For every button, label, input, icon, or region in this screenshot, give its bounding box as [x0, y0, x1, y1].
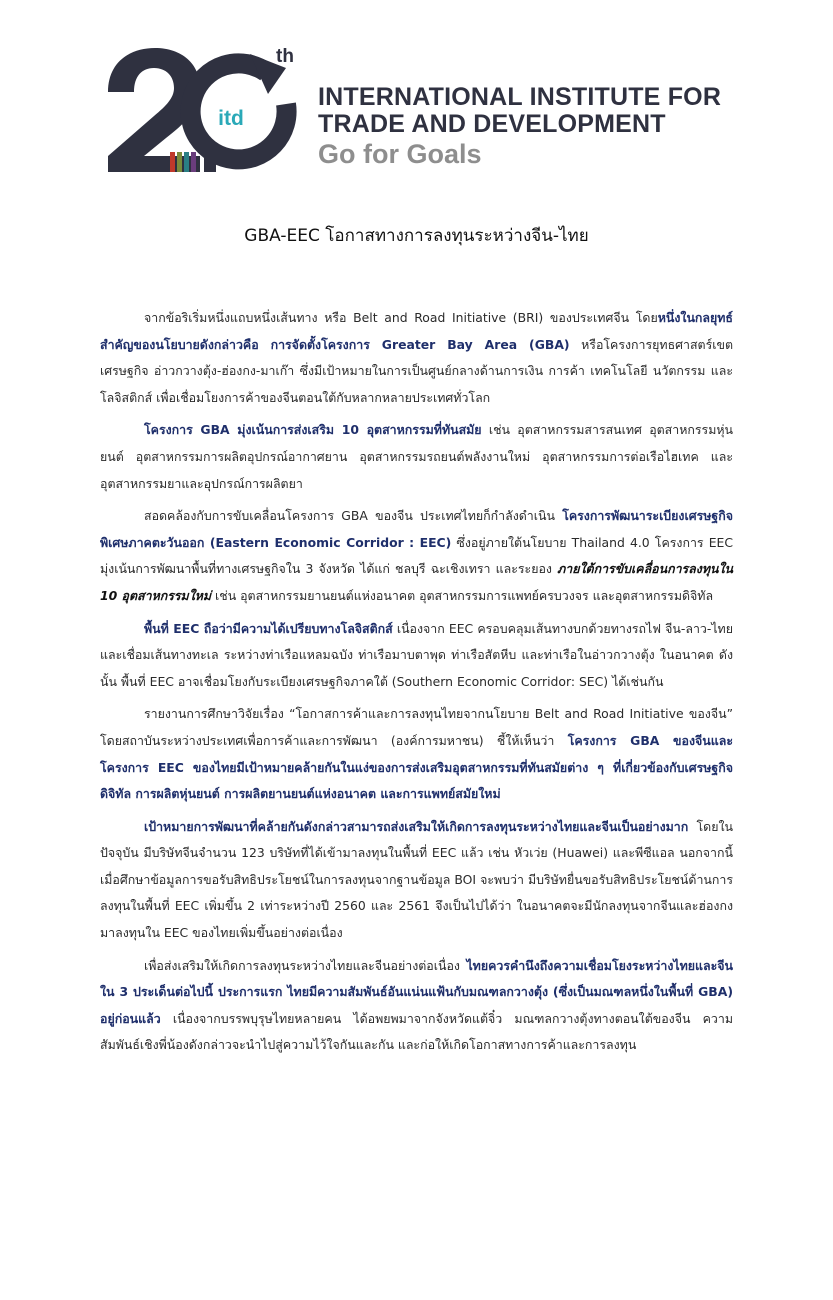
paragraph-text: เช่น อุตสาหกรรมยานยนต์แห่งอนาคต อุตสาหกรรมการแพทย์ครบวงจร และอุตสาหกรรมดิจิทัล [211, 587, 714, 603]
tagline: Go for Goals [318, 139, 482, 169]
logo-bar-olive [177, 152, 182, 172]
bold-text: เป้าหมายการพัฒนาที่คล้ายกันดังกล่าวสามารถส่งเสริมให้เกิดการลงทุนระหว่างไทยและจีนเป็นอย่างมาก [144, 818, 689, 834]
paragraph-text: เนื่องจากบรรพบุรุษไทยหลายคน ได้อพยพมาจากจังหวัดแต้จิ๋ว มณฑลกวางตุ้งทางตอนใต้ของจีน ความสัมพันธ์เชิงพี่น้องดังกล่าวจะนำไปสู่ความไว้ใจกันและกัน และก่อให้เกิดโอกาสทางการค้าและการลงทุน [100, 1010, 733, 1053]
emphasis-text: ภายใต้การขับเคลื่อนการลงทุนใน 10 อุตสาหกรรมใหม่ [100, 561, 733, 603]
paragraph-text: รายงานการศึกษาวิจัยเรื่อง “โอกาสการค้าและการลงทุนไทยจากนโยบาย Belt and Road Initiative ของจีน” โดยสถาบันระหว่างประเทศเพื่อการค้าและการพัฒนา (องค์การมหาชน) ชี้ให้เห็นว่า [100, 706, 733, 748]
body-paragraph [100, 417, 733, 497]
logo-itd-text: itd [218, 107, 244, 130]
document-body [100, 305, 733, 1065]
paragraph-text: จากข้อริเริ่มหนึ่งแถบหนึ่งเส้นทาง หรือ Belt and Road Initiative (BRI) ของประเทศจีน โดย [144, 310, 658, 325]
bold-text: โครงการพัฒนาระเบียงเศรษฐกิจพิเศษภาคตะวันออก (Eastern Economic Corridor : EEC) [100, 508, 733, 550]
document-title: GBA-EEC โอกาสทางการลงทุนระหว่างจีน-ไทย [244, 226, 589, 246]
org-name-line-1: INTERNATIONAL INSTITUTE FOR [318, 83, 722, 111]
body-paragraph [100, 814, 733, 947]
bold-text: พื้นที่ EEC ถือว่ามีความได้เปรียบทางโลจิสติกส์ [144, 620, 393, 636]
bold-text: โครงการ GBA ของจีนและโครงการ EEC ของไทยมีเป้าหมายคล้ายกันในแง่ของการส่งเสริมอุตสาหกรรมที่ทันสมัยต่าง ๆ ที่เกี่ยวข้องกับเศรษฐกิจดิจิทัล การผลิตหุ่นยนต์ การผลิตยานยนต์แห่งอนาคต และการแพทย์สมัยใหม่ [100, 732, 733, 802]
paragraph-text: ซึ่งอยู่ภายใต้นโยบาย Thailand 4.0 โครงการ EEC มุ่งเน้นการพัฒนาพื้นที่ทางเศรษฐกิจใน 3 จังหวัด ได้แก่ ชลบุรี ฉะเชิงเทรา และระยอง [100, 534, 733, 577]
bold-text: ไทยควรคำนึงถึงความเชื่อมโยงระหว่างไทยและจีนใน 3 ประเด็นต่อไปนี้ ประการแรก ไทยมีความสัมพันธ์อันแน่นแฟ้นกับมณฑลกวางตุ้ง (ซึ่งเป็นมณฑลหนึ่งในพื้นที่ GBA) อยู่ก่อนแล้ว [100, 957, 733, 1026]
logo-bar-teal [184, 152, 189, 172]
body-paragraph [100, 305, 733, 411]
body-paragraph [100, 616, 733, 696]
logo-bar-purple [191, 152, 196, 172]
bold-text: หนึ่งในกลยุทธ์สำคัญของนโยบายดังกล่าวคือ การจัดตั้งโครงการ Greater Bay Area (GBA) [100, 310, 733, 352]
paragraph-text: สอดคล้องกับการขับเคลื่อนโครงการ GBA ของจีน ประเทศไทยก็กำลังดำเนิน [144, 508, 563, 524]
institute-logo [100, 40, 740, 175]
logo-superscript: th [276, 46, 294, 67]
body-paragraph [100, 503, 733, 609]
body-paragraph [100, 953, 733, 1059]
logo-wordmark [318, 84, 721, 170]
body-paragraph [100, 701, 733, 807]
paragraph-text: เพื่อส่งเสริมให้เกิดการลงทุนระหว่างไทยและจีนอย่างต่อเนื่อง [144, 957, 467, 973]
paragraph-text: เนื่องจาก EEC ครอบคลุมเส้นทางบกด้วยทางรถไฟ จีน-ลาว-ไทย และเชื่อมเส้นทางทะเล ระหว่างท่าเรือแหลมฉบัง ท่าเรือมาบตาพุด ท่าเรือสัตหีบ และท่าเรือในอ่าวกวางตุ้ง ในอนาคต ดังนั้น พื้นที่ EEC อาจเชื่อมโยงกับระเบียงเศรษฐกิจภาคใต้ (Southern Economic Corridor: SEC) ได้เช่นกัน [100, 620, 733, 689]
bold-text: โครงการ GBA มุ่งเน้นการส่งเสริม 10 อุตสาหกรรมที่ทันสมัย [144, 422, 482, 438]
20th-anniversary-logo [100, 40, 312, 175]
paragraph-text: โดยในปัจจุบัน มีบริษัทจีนจำนวน 123 บริษัทที่ได้เข้ามาลงทุนในพื้นที่ EEC แล้ว เช่น หัวเว่ย (Huawei) และพีซีแอล นอกจากนี้ เมื่อศึกษาข้อมูลการขอรับสิทธิประโยชน์ในการลงทุนจากฐานข้อมูล BOI จะพบว่า มีบริษัทยื่นขอรับสิทธิประโยชน์ด้านการลงทุนในพื้นที่ EEC เพิ่มขึ้น 2 เท่าระหว่างปี 2560 และ 2561 จึงเป็นไปได้ว่า ในอนาคตจะมีนักลงทุนจากจีนและฮ่องกงมาลงทุนใน EEC ของไทยเพิ่มขึ้นอย่างต่อเนื่อง [100, 818, 733, 941]
org-name-line-2: TRADE AND DEVELOPMENT [318, 110, 666, 138]
paragraph-text: หรือโครงการยุทธศาสตร์เขตเศรษฐกิจ อ่าวกวางตุ้ง-ฮ่องกง-มาเก๊า ซึ่งมีเป้าหมายในการเป็นศูนย์กลางด้านการเงิน การค้า เทคโนโลยี นวัตกรรม และโลจิสติกส์ เพื่อเชื่อมโยงการค้าของจีนตอนใต้กับหลากหลายประเทศทั่วโลก [100, 336, 733, 405]
logo-bar-red [170, 152, 175, 172]
paragraph-text: เช่น อุตสาหกรรมสารสนเทศ อุตสาหกรรมหุ่นยนต์ อุตสาหกรรมการผลิตอุปกรณ์อากาศยาน อุตสาหกรรมรถยนต์พลังงานใหม่ อุตสาหกรรมการต่อเรือไฮเทค และอุตสาหกรรมยาและอุปกรณ์การผลิตยา [100, 422, 733, 491]
